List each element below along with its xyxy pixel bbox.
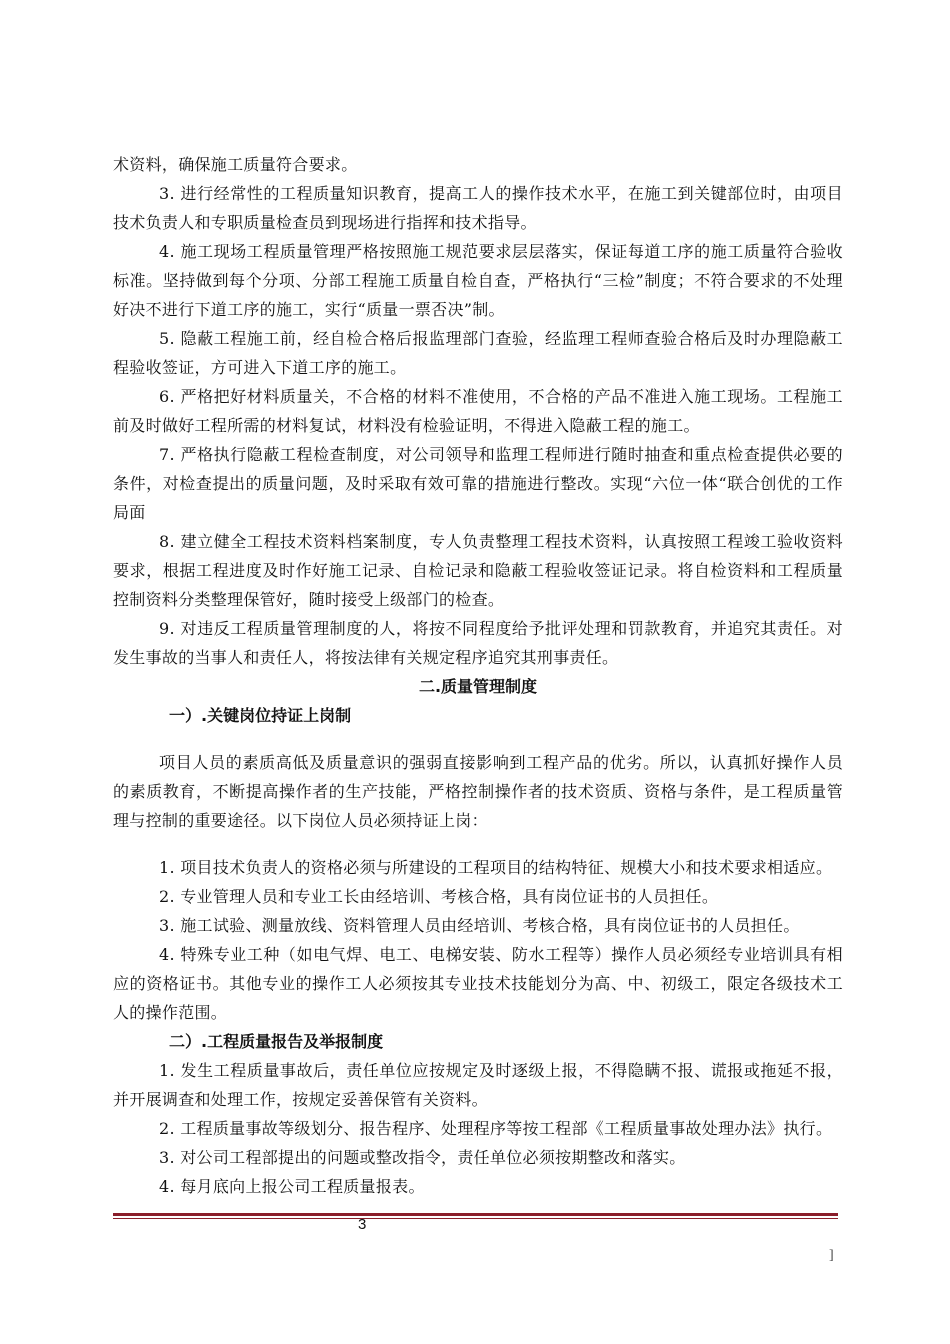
subsection-title-2: 二）.工程质量报告及举报制度 bbox=[169, 1032, 384, 1051]
corner-mark: ] bbox=[829, 1248, 834, 1263]
paragraph-item-4: 4. 施工现场工程质量管理严格按照施工规范要求层层落实，保证每道工序的施工质量符合验收标准。坚持做到每个分项、分部工程施工质量自检自查，严格执行“三检”制度；不符合要求的不处理好决不进行下道工序的施工，实行“质量一票否决”制。 bbox=[113, 242, 843, 319]
paragraph-item-7: 7. 严格执行隐蔽工程检查制度，对公司领导和监理工程师进行随时抽查和重点检查提供必要的条件，对检查提出的质量问题，及时采取有效可靠的措施进行整改。实现“六位一体“联合创优的工作局面 bbox=[113, 445, 843, 522]
subsection-2-item: 1. 发生工程质量事故后，责任单位应按规定及时逐级上报，不得隐瞒不报、谎报或拖延不报，并开展调查和处理工作，按规定妥善保管有关资料。 bbox=[113, 1061, 843, 1109]
footer-rule-thin bbox=[113, 1218, 838, 1219]
page-number: 3 bbox=[358, 1216, 367, 1233]
paragraph-item-3: 3. 进行经常性的工程质量知识教育，提高工人的操作技术水平，在施工到关键部位时，由项目技术负责人和专职质量检查员到现场进行指挥和技术指导。 bbox=[113, 184, 843, 232]
paragraph-item-5: 5. 隐蔽工程施工前，经自检合格后报监理部门查验，经监理工程师查验合格后及时办理隐蔽工程验收签证，方可进入下道工序的施工。 bbox=[113, 329, 843, 377]
subsection-2-item: 2. 工程质量事故等级划分、报告程序、处理程序等按工程部《工程质量事故处理办法》执行。 bbox=[159, 1119, 833, 1138]
subsection-title-1: 一）.关键岗位持证上岗制 bbox=[169, 706, 352, 725]
subsection-1-item: 3. 施工试验、测量放线、资料管理人员由经培训、考核合格，具有岗位证书的人员担任。 bbox=[159, 916, 800, 935]
spacer bbox=[113, 730, 843, 748]
paragraph-continuation: 术资料，确保施工质量符合要求。 bbox=[113, 155, 358, 174]
spacer bbox=[113, 835, 843, 853]
subsection-2-item: 3. 对公司工程部提出的问题或整改指令，责任单位必须按期整改和落实。 bbox=[159, 1148, 686, 1167]
subsection-1-intro: 项目人员的素质高低及质量意识的强弱直接影响到工程产品的优劣。所以，认真抓好操作人员的素质教育，不断提高操作者的生产技能，严格控制操作者的技术资质、资格与条件，是工程质量管理与控制的重要途径。以下岗位人员必须持证上岗： bbox=[113, 753, 843, 830]
subsection-1-item: 1. 项目技术负责人的资格必须与所建设的工程项目的结构特征、规模大小和技术要求相适应。 bbox=[159, 858, 833, 877]
paragraph-item-8: 8. 建立健全工程技术资料档案制度，专人负责整理工程技术资料，认真按照工程竣工验收资料要求，根据工程进度及时作好施工记录、自检记录和隐蔽工程验收签证记录。将自检资料和工程质量控制资料分类整理保管好，随时接受上级部门的检查。 bbox=[113, 532, 843, 609]
document-body bbox=[113, 150, 843, 1201]
paragraph-item-6: 6. 严格把好材料质量关，不合格的材料不准使用，不合格的产品不准进入施工现场。工程施工前及时做好工程所需的材料复试，材料没有检验证明，不得进入隐蔽工程的施工。 bbox=[113, 387, 843, 435]
section-title: 二.质量管理制度 bbox=[418, 677, 538, 696]
subsection-2-item: 4. 每月底向上报公司工程质量报表。 bbox=[159, 1177, 425, 1196]
subsection-1-item: 2. 专业管理人员和专业工长由经培训、考核合格，具有岗位证书的人员担任。 bbox=[159, 887, 719, 906]
subsection-1-item: 4. 特殊专业工种（如电气焊、电工、电梯安装、防水工程等）操作人员必须经专业培训具有相应的资格证书。其他专业的操作工人必须按其专业技术技能划分为高、中、初级工，限定各级技术工人的操作范围。 bbox=[113, 945, 843, 1022]
footer-rule-thick bbox=[113, 1213, 838, 1216]
paragraph-item-9: 9. 对违反工程质量管理制度的人，将按不同程度给予批评处理和罚款教育，并追究其责任。对发生事故的当事人和责任人，将按法律有关规定程序追究其刑事责任。 bbox=[113, 619, 843, 667]
